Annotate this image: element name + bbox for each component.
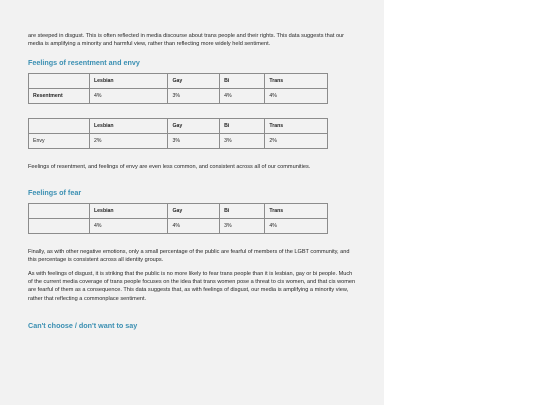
header-cell-bi: Bi (220, 203, 265, 218)
intro-paragraph: are steeped in disgust. This is often reflected in media discourse about trans people and their rights. This data suggests that our media is amplifying a minority and harmful view, rather than reflecting more widely held sentiment. (28, 33, 345, 48)
value-cell: 4% (220, 89, 265, 104)
value-cell: 4% (265, 89, 328, 104)
page-content (28, 32, 358, 336)
header-cell (29, 203, 90, 218)
table-header-row (29, 203, 328, 218)
table-header-row (29, 74, 328, 89)
resentment-envy-paragraph: Feelings of resentment, and feelings of envy are even less common, and consistent across all of our communities. (28, 164, 311, 171)
header-cell (29, 74, 90, 89)
table-row (29, 89, 328, 104)
header-cell-trans: Trans (265, 203, 328, 218)
value-cell: 2% (90, 134, 168, 149)
section-heading-fear: Feelings of fear (28, 187, 82, 197)
header-cell-trans: Trans (265, 74, 328, 89)
row-label: Envy (29, 134, 90, 149)
header-cell-gay: Gay (168, 119, 220, 134)
header-cell (29, 119, 90, 134)
header-cell-trans: Trans (265, 119, 328, 134)
header-cell-lesbian: Lesbian (90, 74, 168, 89)
table-row (29, 134, 328, 149)
header-cell-gay: Gay (168, 203, 220, 218)
fear-paragraph-2: As with feelings of disgust, it is striking that the public is no more likely to fear trans people than it is lesbian, gay or bi people. Much of the current media coverage of trans people focuses on the idea that trans women pose a threat to cis women, and that cis women are fearful of them as a consequence. This data suggests that, as with feelings of disgust, our media is amplifying a minority view, rather that reflecting a commonplace sentiment. (28, 271, 356, 302)
fear-paragraph-1: Finally, as with other negative emotions, only a small percentage of the public are fearful of members of the LGBT community, and this percentage is consistent across all identity groups. (28, 248, 350, 263)
section-heading-cant-choose: Can't choose / don't want to say (28, 320, 138, 330)
header-cell-gay: Gay (168, 74, 220, 89)
value-cell: 3% (168, 89, 220, 104)
value-cell: 4% (265, 218, 328, 233)
value-cell: 2% (265, 134, 328, 149)
table-header-row (29, 119, 328, 134)
row-label: Resentment (29, 89, 90, 104)
row-label (29, 218, 90, 233)
envy-table (28, 118, 328, 149)
value-cell: 3% (168, 134, 220, 149)
value-cell: 3% (220, 218, 265, 233)
resentment-table (28, 73, 328, 104)
header-cell-bi: Bi (220, 74, 265, 89)
value-cell: 4% (90, 218, 168, 233)
section-heading-resentment-envy: Feelings of resentment and envy (28, 58, 140, 68)
value-cell: 4% (90, 89, 168, 104)
fear-table (28, 203, 328, 234)
header-cell-lesbian: Lesbian (90, 203, 168, 218)
value-cell: 3% (220, 134, 265, 149)
value-cell: 4% (168, 218, 220, 233)
table-row (29, 218, 328, 233)
header-cell-lesbian: Lesbian (90, 119, 168, 134)
header-cell-bi: Bi (220, 119, 265, 134)
